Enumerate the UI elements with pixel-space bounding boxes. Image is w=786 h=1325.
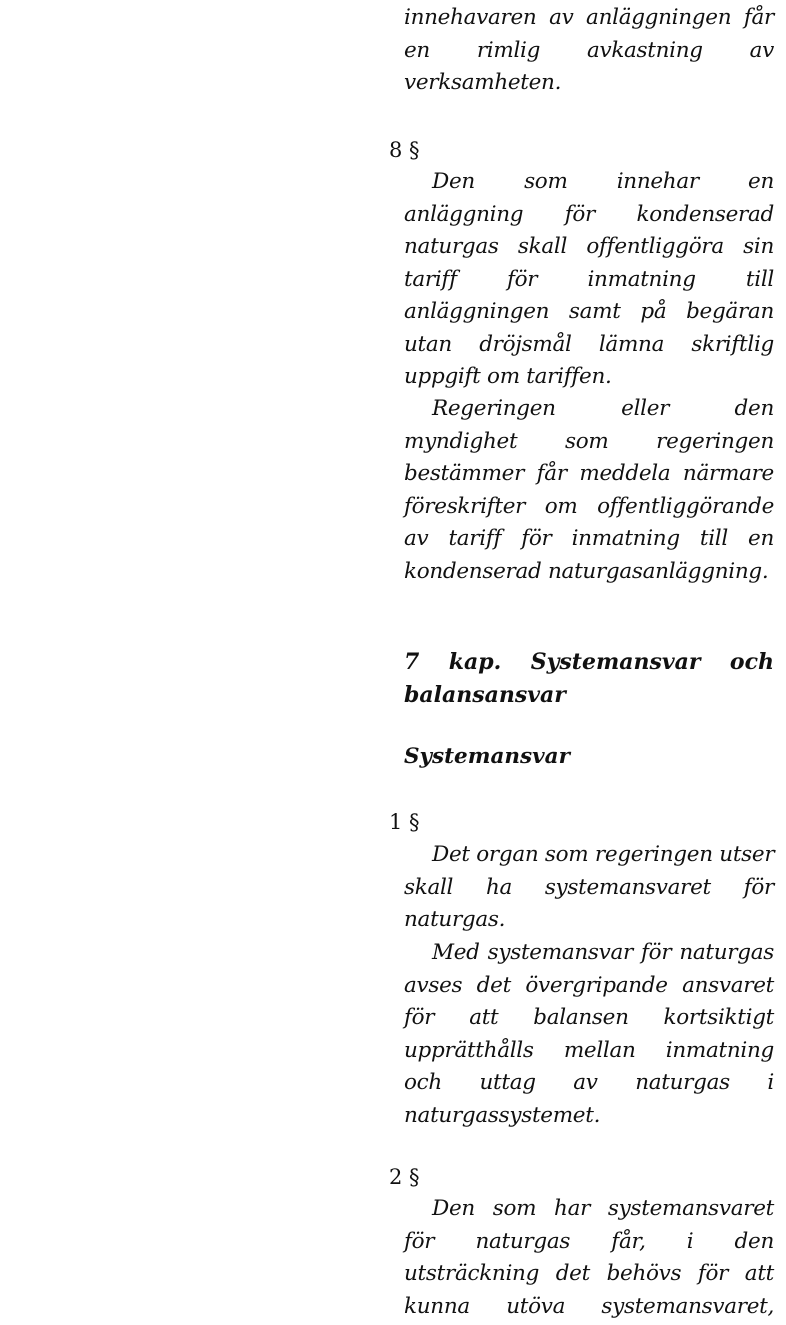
- text-line: för att balansen kortsiktigt: [404, 1005, 774, 1030]
- text-line: Den som innehar en: [432, 169, 774, 194]
- text-line: naturgas.: [404, 907, 506, 932]
- text-line: Med systemansvar för naturgas: [432, 940, 774, 965]
- section-number-8: 8 §: [389, 138, 420, 162]
- paragraph-7-continuation: [404, 2, 774, 100]
- chapter-heading: [404, 646, 774, 711]
- text-line: verksamheten.: [404, 70, 562, 95]
- text-line: kunna utöva systemansvaret,: [404, 1293, 774, 1319]
- text-line: tariff för inmatning till: [404, 266, 774, 292]
- text-line: av tariff för inmatning till en: [404, 526, 774, 551]
- text-line: skall ha systemansvaret för: [404, 874, 774, 900]
- text-line: föreskrifter om offentliggörande: [404, 493, 774, 519]
- section-8-paragraph-1: [404, 166, 774, 394]
- text-line: upprätthålls mellan inmatning: [404, 1037, 774, 1063]
- section-number-2: 2 §: [389, 1165, 420, 1189]
- subheading-systemansvar: Systemansvar: [404, 744, 570, 769]
- section-2-paragraph-1: [404, 1193, 774, 1323]
- text-line: anläggningen samt på begäran: [404, 299, 774, 324]
- text-line: utan dröjsmål lämna skriftlig: [404, 331, 774, 357]
- section-1-paragraph-1: [404, 839, 774, 937]
- text-line: myndighet som regeringen: [404, 428, 774, 454]
- text-line: avses det övergripande ansvaret: [404, 972, 774, 998]
- text-line: innehavaren av anläggningen får: [404, 5, 774, 30]
- text-line: bestämmer får meddela närmare: [404, 461, 774, 486]
- chapter-heading-line: 7 kap. Systemansvar och: [404, 649, 774, 675]
- section-number-1: 1 §: [389, 810, 420, 834]
- text-line: anläggning för kondenserad: [404, 201, 774, 227]
- text-line: och uttag av naturgas i: [404, 1070, 774, 1095]
- text-line: naturgas skall offentliggöra sin: [404, 234, 774, 259]
- text-line: utsträckning det behövs för att: [404, 1261, 774, 1286]
- text-line: Den som har systemansvaret: [432, 1196, 774, 1221]
- section-8-paragraph-2: [404, 393, 774, 588]
- section-1-paragraph-2: [404, 937, 774, 1132]
- text-line: naturgassystemet.: [404, 1102, 601, 1128]
- text-line: för naturgas får, i den: [404, 1228, 774, 1254]
- text-line: uppgift om tariffen.: [404, 364, 612, 389]
- text-line: Det organ som regeringen utser: [432, 842, 775, 867]
- text-line: Regeringen eller den: [432, 396, 774, 421]
- text-line: en rimlig avkastning av: [404, 37, 774, 63]
- chapter-heading-line: balansansvar: [404, 681, 566, 708]
- text-line: kondenserad naturgasanläggning.: [404, 558, 769, 584]
